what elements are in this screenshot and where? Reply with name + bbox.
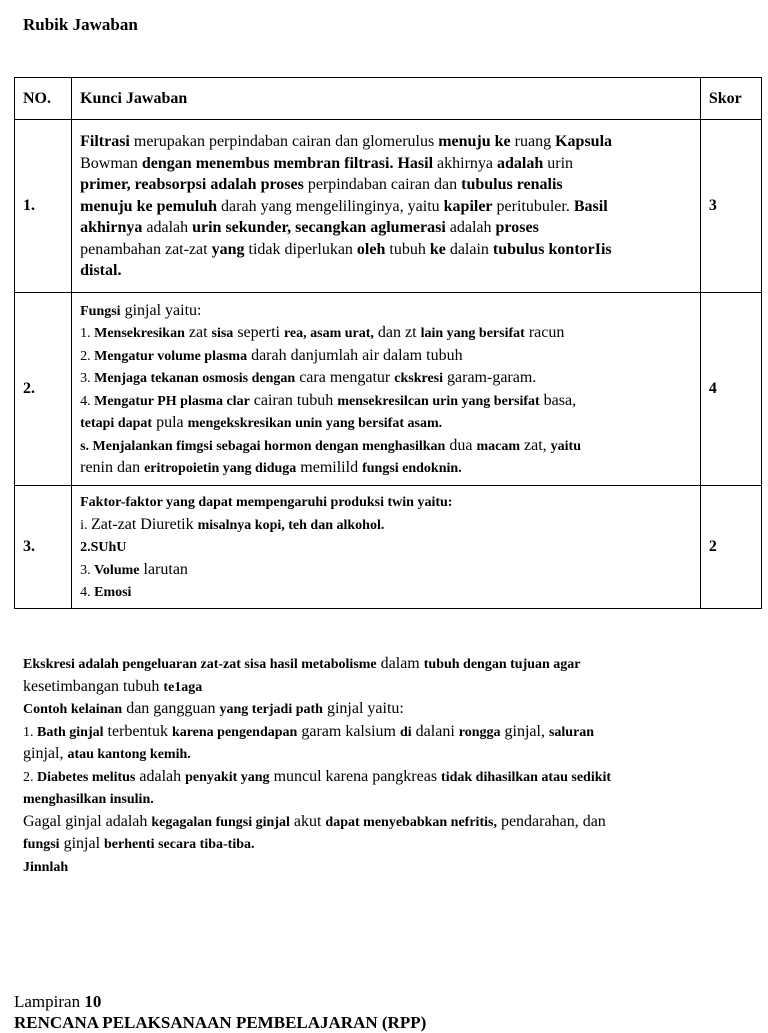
- text-run: Emosi: [94, 585, 132, 601]
- page-title: Rubik Jawaban: [23, 15, 138, 34]
- text-run: zat,: [520, 436, 551, 454]
- text-run: Bath ginjal: [37, 724, 104, 740]
- text-line: [23, 833, 743, 856]
- text-run: 3.: [80, 562, 95, 578]
- text-run: proses: [495, 219, 539, 237]
- text-run: 3.: [80, 371, 95, 386]
- text-line: [80, 412, 691, 435]
- text-run: akhirnya: [80, 219, 143, 237]
- text-run: dan zt: [373, 324, 421, 341]
- text-line: [80, 435, 691, 458]
- header-no: NO.: [15, 78, 72, 120]
- text-run: seperti: [233, 324, 284, 341]
- text-run: renin dan: [80, 459, 145, 476]
- text-run: Mensekresikan: [94, 326, 185, 341]
- text-run: Jinnlah: [23, 859, 69, 875]
- text-run: atau kantong kemih.: [67, 747, 191, 762]
- text-run: tubulus renalis: [461, 176, 563, 194]
- appendix-number: 10: [84, 992, 102, 1011]
- text-run: akhirnya: [433, 154, 497, 172]
- text-line: [80, 514, 691, 537]
- text-run: ckskresi: [394, 371, 444, 386]
- text-run: garam-garam.: [443, 369, 537, 386]
- text-run: Volume: [94, 562, 140, 578]
- text-run: 1.: [80, 326, 95, 341]
- text-run: memilild: [296, 459, 363, 476]
- text-run: dengan menembus membran filtrasi. Hasil: [141, 154, 434, 172]
- text-run: tetapi dapat: [80, 416, 153, 431]
- text-run: te1aga: [163, 679, 203, 695]
- text-run: fungsi: [23, 837, 60, 852]
- answer-rubric-table: [14, 77, 762, 609]
- text-run: yaitu: [550, 438, 581, 454]
- text-run: tubuh dengan tujuan agar: [423, 657, 581, 672]
- text-run: zat: [184, 324, 212, 341]
- text-line: [80, 367, 691, 390]
- header-score: Skor: [700, 78, 761, 120]
- text-run: berhenti secara tiba-tiba.: [104, 837, 255, 852]
- text-line: [80, 581, 691, 604]
- text-line: [80, 174, 691, 196]
- text-run: Menjaga tekanan osmosis dengan: [94, 371, 296, 386]
- text-line: [80, 345, 691, 368]
- text-line: [80, 239, 691, 261]
- text-line: [23, 766, 743, 789]
- text-run: pendarahan, dan: [496, 812, 606, 830]
- row-answer: [72, 486, 701, 609]
- text-run: darah yang mengelilinginya, yaitu: [217, 197, 444, 215]
- text-line: [80, 491, 691, 514]
- text-run: Ekskresi adalah pengeluaran zat-zat sisa hasil metabolisme: [23, 657, 377, 672]
- text-run: yang: [211, 240, 245, 258]
- text-run: tidak dihasilkan atau sedikit: [441, 769, 612, 785]
- text-run: menuju ke: [438, 133, 511, 151]
- text-run: sisa: [211, 326, 234, 341]
- text-run: Mengatur PH plasma clar: [94, 393, 250, 409]
- text-run: kegagalan fungsi ginjal: [151, 814, 290, 830]
- text-run: Basil: [573, 197, 608, 215]
- text-run: karena pengendapan: [171, 724, 298, 740]
- text-run: rongga: [458, 724, 501, 740]
- text-run: adalah: [135, 767, 186, 785]
- row-number: 2.: [15, 293, 72, 486]
- text-line: [23, 856, 743, 879]
- text-run: Kapsula: [555, 133, 613, 151]
- text-run: Bowman: [80, 154, 142, 172]
- text-run: cairan tubuh: [249, 391, 338, 409]
- text-run: 4.: [80, 393, 95, 409]
- text-run: fungsi endoknin.: [362, 461, 462, 476]
- text-run: yang terjadi path: [219, 702, 323, 717]
- text-line: [80, 153, 691, 175]
- text-line: [80, 217, 691, 239]
- text-run: ginjal yaitu:: [120, 301, 202, 319]
- text-run: ginjal,: [23, 745, 68, 762]
- text-run: akut: [289, 812, 326, 830]
- row-answer: [72, 293, 701, 486]
- text-line: [80, 457, 691, 480]
- text-run: ginjal,: [500, 722, 549, 740]
- text-run: ginjal yaitu:: [322, 700, 404, 717]
- text-run: dapat menyebabkan nefritis,: [325, 814, 497, 830]
- text-run: kapiler: [443, 197, 493, 215]
- appendix-label-text: Lampiran: [14, 992, 85, 1011]
- text-run: dua: [445, 436, 477, 454]
- row-score: 2: [700, 486, 761, 609]
- text-run: adalah: [142, 219, 193, 237]
- text-run: i.: [80, 517, 91, 533]
- text-run: peritubuler.: [492, 197, 574, 215]
- text-run: tubuh: [385, 240, 430, 258]
- row-score: 4: [700, 293, 761, 486]
- text-run: dalam: [376, 655, 424, 672]
- text-run: merupakan perpindaban cairan dan glomerulus: [129, 133, 439, 151]
- text-run: tidak diperlukan: [244, 240, 357, 258]
- text-run: s. Menjalankan fimgsi sebagai hormon dengan menghasilkan: [80, 438, 446, 454]
- text-run: penyakit yang: [185, 769, 270, 785]
- explanation-notes: [23, 653, 743, 878]
- text-run: Diabetes melitus: [37, 769, 136, 785]
- text-line: [23, 788, 743, 811]
- table-row: [15, 486, 762, 609]
- text-line: [80, 131, 691, 153]
- table-header-row: [15, 78, 762, 120]
- text-line: [23, 676, 743, 699]
- text-run: Filtrasi: [80, 133, 130, 151]
- text-run: urin: [543, 154, 574, 172]
- text-run: urin sekunder, secangkan aglumerasi: [192, 219, 446, 237]
- text-run: Zat-zat Diuretik: [91, 515, 198, 533]
- text-run: kesetimbangan tubuh: [23, 677, 164, 695]
- text-run: menghasilkan insulin.: [23, 792, 154, 807]
- lesson-plan-heading: RENCANA PELAKSANAAN PEMBELAJARAN (RPP): [14, 1013, 427, 1032]
- text-run: ke: [429, 240, 446, 258]
- text-run: Faktor-faktor yang dapat mempengaruhi produksi twin yaitu:: [80, 495, 453, 511]
- text-run: eritropoietin yang diduga: [144, 461, 297, 476]
- row-answer: [72, 120, 701, 293]
- text-run: lain yang bersifat: [420, 326, 525, 341]
- text-run: Contoh kelainan: [23, 702, 123, 717]
- text-run: Fungsi: [80, 303, 121, 319]
- text-line: [23, 653, 743, 676]
- text-run: Gagal ginjal adalah: [23, 812, 152, 830]
- text-run: distal.: [80, 262, 122, 280]
- text-line: [23, 811, 743, 834]
- text-run: Mengatur volume plasma: [94, 348, 248, 364]
- text-run: penambahan zat-zat: [80, 240, 212, 258]
- text-run: adalah: [497, 154, 544, 172]
- text-run: 2.: [80, 348, 95, 364]
- text-run: adalah: [445, 219, 496, 237]
- text-run: ruang: [510, 133, 556, 151]
- text-run: dan gangguan: [122, 700, 220, 717]
- appendix-label: [14, 992, 101, 1012]
- text-run: mengekskresikan unin yang bersifat asam.: [187, 416, 443, 431]
- text-run: macam: [476, 438, 520, 454]
- text-run: basa,: [539, 391, 577, 409]
- header-key: Kunci Jawaban: [72, 78, 701, 120]
- row-number: 1.: [15, 120, 72, 293]
- text-run: saluran: [548, 724, 595, 740]
- text-run: oleh: [356, 240, 386, 258]
- text-run: 4.: [80, 585, 95, 601]
- text-run: menuju ke pemuluh: [80, 197, 218, 215]
- text-run: mensekresilcan urin yang bersifat: [337, 393, 540, 409]
- text-run: larutan: [139, 560, 188, 578]
- text-run: misalnya kopi, teh dan alkohol.: [197, 517, 385, 533]
- text-run: dalani: [411, 722, 459, 740]
- text-line: [23, 698, 743, 721]
- text-run: 2.: [23, 769, 37, 785]
- text-run: racun: [524, 324, 565, 341]
- text-line: [80, 196, 691, 218]
- table-row: [15, 120, 762, 293]
- text-line: [23, 743, 743, 766]
- text-run: ginjal: [59, 835, 105, 852]
- text-line: [80, 300, 691, 323]
- text-run: terbentuk: [103, 722, 172, 740]
- text-run: rea, asam urat,: [283, 326, 374, 341]
- text-line: [80, 390, 691, 413]
- text-run: pula: [152, 414, 188, 431]
- table-row: [15, 293, 762, 486]
- text-run: perpindaban cairan dan: [303, 176, 462, 194]
- text-run: darah danjumlah air dalam tubuh: [247, 346, 463, 364]
- row-number: 3.: [15, 486, 72, 609]
- text-run: dalain: [445, 240, 493, 258]
- text-run: di: [399, 724, 412, 740]
- text-run: 2.SUhU: [80, 540, 127, 556]
- text-line: [23, 721, 743, 744]
- text-line: [80, 559, 691, 582]
- text-line: [80, 260, 691, 282]
- text-run: 1.: [23, 724, 37, 740]
- text-run: tubulus kontorIis: [492, 240, 612, 258]
- text-line: [80, 322, 691, 345]
- text-run: primer, reabsorpsi adalah proses: [80, 176, 304, 194]
- text-run: muncul karena pangkreas: [269, 767, 442, 785]
- text-line: [80, 536, 691, 559]
- text-run: cara mengatur: [295, 369, 395, 386]
- row-score: 3: [700, 120, 761, 293]
- text-run: garam kalsium: [297, 722, 400, 740]
